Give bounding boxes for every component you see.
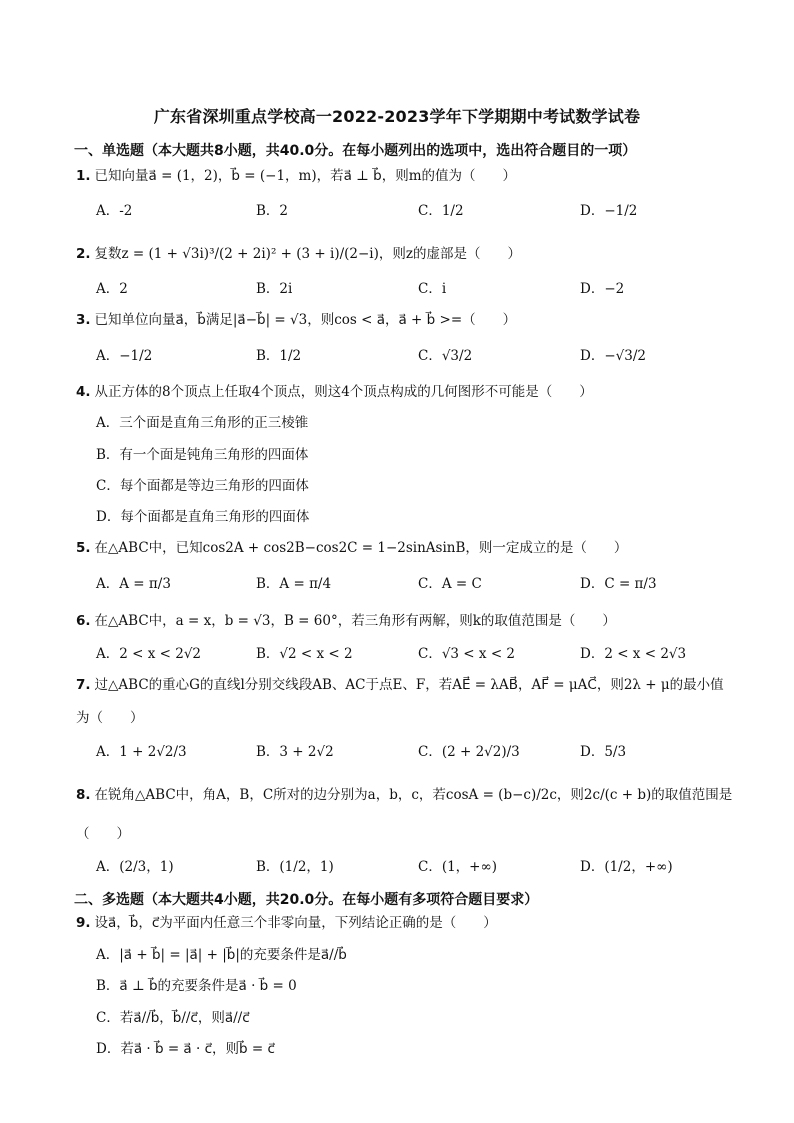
option-a: A．-2: [96, 203, 133, 219]
option-c: C．A = C: [418, 576, 482, 592]
option-d: D．每个面都是直角三角形的四面体: [96, 509, 310, 525]
option-b: B．(1/2，1): [256, 859, 334, 875]
question-stem: 从正方体的8个顶点上任取4个顶点，则这4个顶点构成的几何图形不可能是（ ）: [94, 384, 593, 400]
question-8-continued: （ ）: [76, 826, 130, 842]
question-stem: 已知向量a⃗ = (1，2)，b⃗ = (−1，m)，若a⃗ ⊥ b⃗，则m的值为（ ）: [94, 168, 517, 184]
options-row-3: [96, 342, 716, 370]
option-d: D．−2: [580, 281, 625, 297]
option-b: B．1/2: [256, 348, 302, 364]
question-stem: 在△ABC中，已知cos2A + cos2B−cos2C = 1−2sinAsinB，则一定成立的是（ ）: [94, 540, 628, 556]
option-b: B．√2 < x < 2: [256, 646, 353, 662]
question-number: 5.: [76, 540, 91, 556]
option-d: D．2 < x < 2√3: [580, 646, 687, 662]
question-number: 1.: [76, 168, 91, 184]
option-b: B．有一个面是钝角三角形的四面体: [96, 447, 309, 463]
question-number: 2.: [76, 246, 91, 262]
option-c: C．√3 < x < 2: [418, 646, 516, 662]
exam-title: 广东省深圳重点学校高一2022-2023学年下学期期中考试数学试卷: [153, 107, 641, 126]
question-number: 9.: [76, 915, 91, 931]
question-number: 7.: [76, 677, 91, 693]
option-d: D．(1/2，+∞): [580, 859, 673, 875]
option-a: A．2: [96, 281, 128, 297]
question-1: [76, 166, 516, 186]
question-number: 4.: [76, 384, 91, 400]
section-heading-single-choice: 一、单选题（本大题共8小题，共40.0分。在每小题列出的选项中，选出符合题目的一项）: [74, 143, 637, 159]
option-a: A．1 + 2√2/3: [96, 744, 187, 760]
option-a: A．(2/3，1): [96, 859, 174, 875]
option-d: D．若a⃗ · b⃗ = a⃗ · c⃗，则b⃗ = c⃗: [96, 1041, 275, 1057]
question-6: [76, 611, 616, 631]
question-7: [76, 675, 724, 695]
option-d: D．5/3: [580, 744, 627, 760]
option-c: C．若a⃗//b⃗，b⃗//c⃗，则a⃗//c⃗: [96, 1010, 250, 1026]
option-a: A．−1/2: [96, 348, 153, 364]
option-c: C．√3/2: [418, 348, 473, 364]
option-a: A．|a⃗ + b⃗| = |a⃗| + |b⃗|的充要条件是a⃗//b⃗: [96, 947, 347, 963]
option-b: B．2i: [256, 281, 293, 297]
question-number: 8.: [76, 787, 91, 803]
options-row-2: [96, 275, 716, 303]
option-d: D．−√3/2: [580, 348, 646, 364]
option-a: A．A = π/3: [96, 576, 171, 592]
question-4: [76, 382, 593, 402]
option-b: B．A = π/4: [256, 576, 332, 592]
question-stem: 已知单位向量a⃗，b⃗满足|a⃗−b⃗| = √3，则cos < a⃗，a⃗ + b⃗ >=（ ）: [94, 312, 517, 328]
option-c: C．(1，+∞): [418, 859, 498, 875]
section-heading-multiple-choice: 二、多选题（本大题共4小题，共20.0分。在每小题有多项符合题目要求）: [74, 892, 539, 908]
options-row-7: [96, 738, 716, 766]
options-row-8: [96, 853, 716, 881]
question-5: [76, 538, 627, 558]
question-9: [76, 913, 497, 933]
option-b: B．3 + 2√2: [256, 744, 334, 760]
option-d: D．C = π/3: [580, 576, 657, 592]
options-row-5: [96, 570, 716, 598]
question-stem: 在△ABC中，a = x，b = √3，B = 60°，若三角形有两解，则k的取值范围是（ ）: [94, 613, 616, 629]
question-2: [76, 244, 521, 264]
option-d: D．−1/2: [580, 203, 638, 219]
option-b: B．2: [256, 203, 289, 219]
options-row-1: [96, 197, 716, 225]
question-stem: 设a⃗，b⃗，c⃗为平面内任意三个非零向量，下列结论正确的是（ ）: [94, 915, 497, 931]
option-a: A．三个面是直角三角形的正三棱锥: [96, 415, 309, 431]
options-row-6: [96, 640, 716, 668]
option-a: A．2 < x < 2√2: [96, 646, 202, 662]
option-c: C．每个面都是等边三角形的四面体: [96, 478, 309, 494]
question-number: 3.: [76, 312, 91, 328]
option-c: C．1/2: [418, 203, 464, 219]
question-stem: 复数z = (1 + √3i)³/(2 + 2i)² + (3 + i)/(2−i)，则z的虚部是（ ）: [94, 246, 522, 262]
option-b: B．a⃗ ⊥ b⃗的充要条件是a⃗ · b⃗ = 0: [96, 978, 297, 994]
question-3: [76, 310, 516, 330]
question-stem: 在锐角△ABC中，角A，B，C所对的边分别为a，b，c，若cosA = (b−c)/2c，则2c/(c + b)的取值范围是: [94, 787, 733, 803]
question-number: 6.: [76, 613, 91, 629]
question-8: [76, 785, 732, 805]
question-stem: 过△ABC的重心G的直线l分别交线段AB、AC于点E、F，若AE⃗ = λAB⃗，AF⃗ = μAC⃗，则2λ + μ的最小值: [94, 677, 724, 693]
question-7-continued: 为（ ）: [76, 710, 144, 726]
option-c: C．(2 + 2√2)/3: [418, 744, 520, 760]
option-c: C．i: [418, 281, 447, 297]
